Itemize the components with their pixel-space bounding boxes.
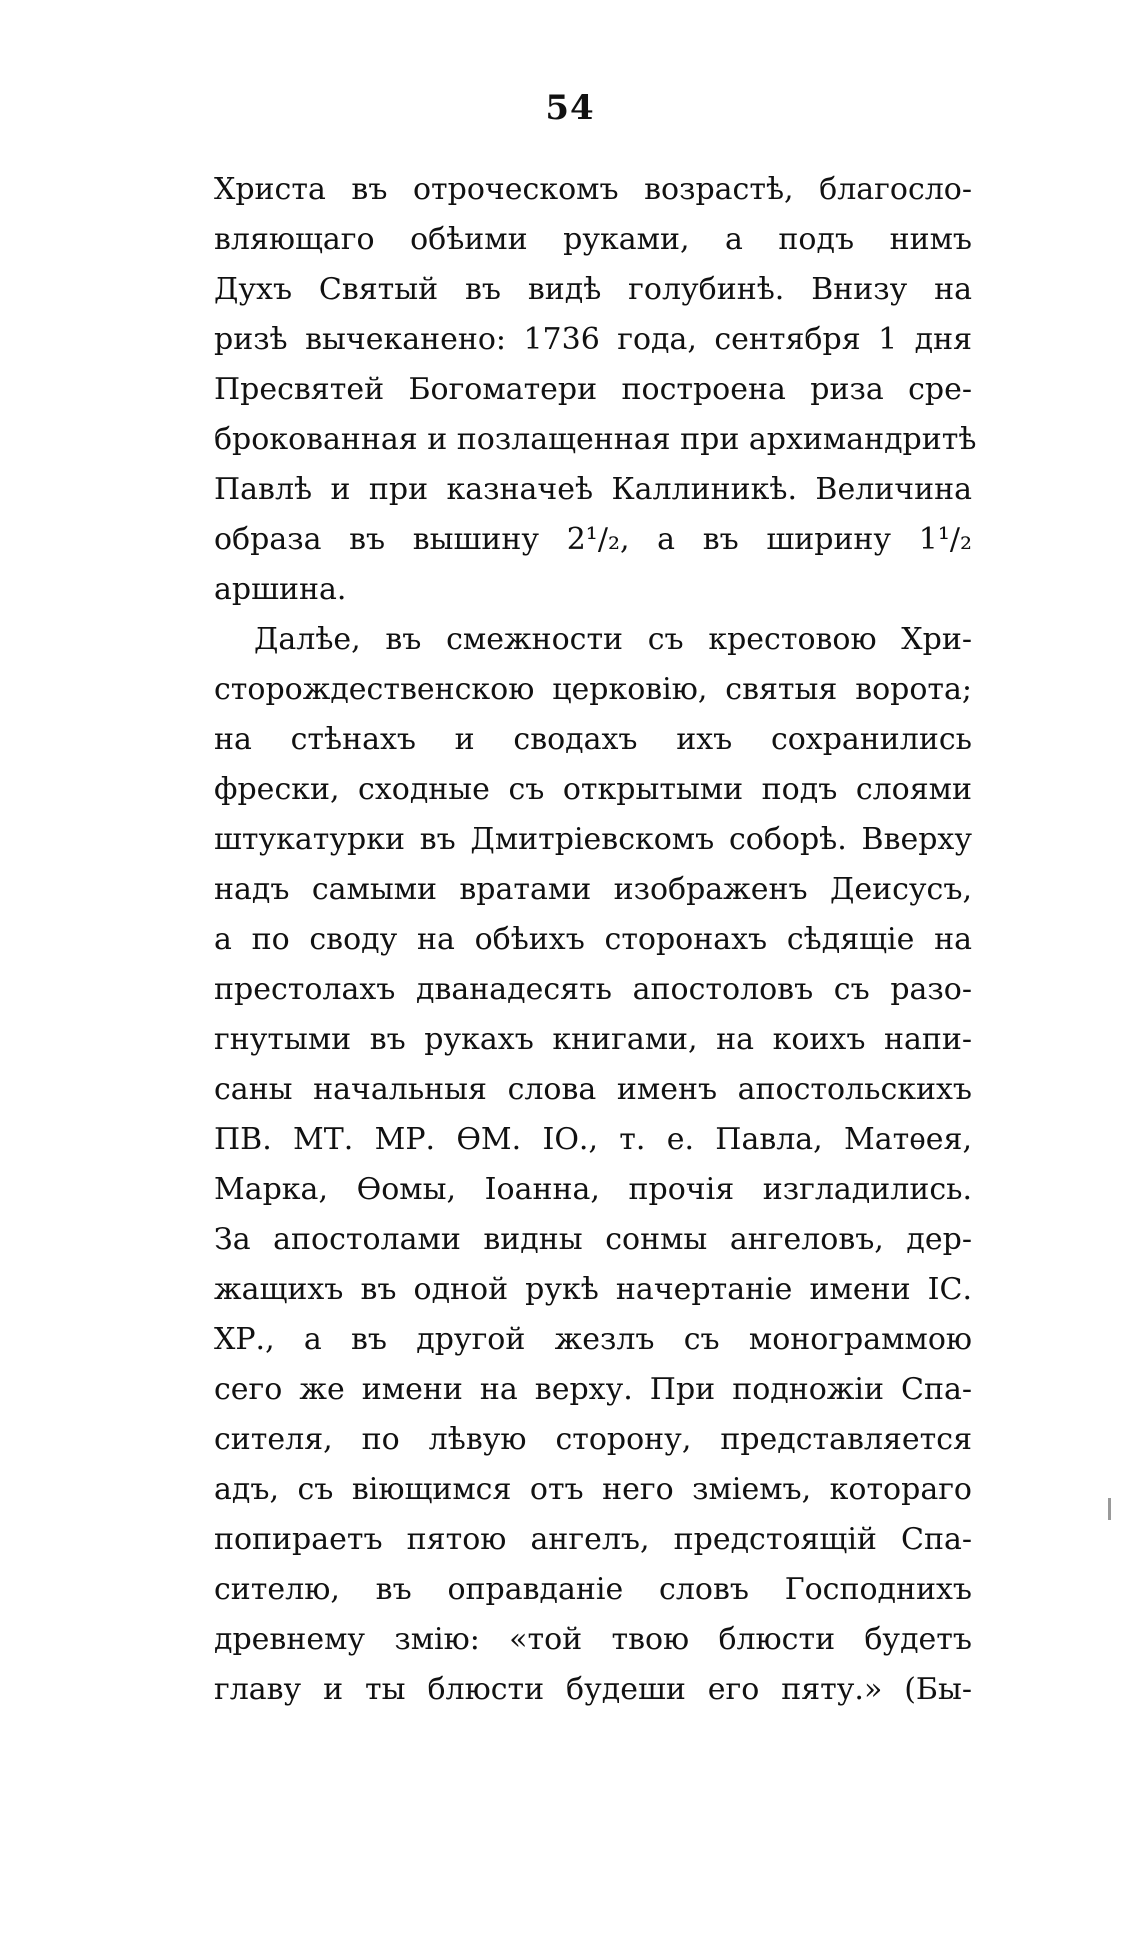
text-line: аршина. — [214, 572, 347, 607]
margin-mark — [1108, 1498, 1111, 1520]
text-line: Христа въ отроческомъ возрастѣ, благосло- — [214, 172, 972, 207]
text-line: вляющаго обѣими руками, а подъ нимъ — [214, 222, 972, 257]
text-line: сителя, по лѣвую сторону, представляется — [214, 1422, 972, 1457]
text-line: образа въ вышину 2¹/₂, а въ ширину 1¹/₂ — [214, 522, 972, 557]
text-line: сторождественскою церковію, святыя ворота; — [214, 672, 972, 707]
text-line: попираетъ пятою ангелъ, предстоящій Спа- — [214, 1522, 972, 1557]
text-line: древнему змію: «той твою блюсти будетъ — [214, 1622, 972, 1657]
text-line: главу и ты блюсти будеши его пяту.» (Бы- — [214, 1672, 972, 1707]
text-line: престолахъ дванадесять апостоловъ съ разо- — [214, 972, 972, 1007]
text-line: саны начальныя слова именъ апостольскихъ — [214, 1072, 972, 1107]
text-line: а по своду на обѣихъ сторонахъ сѣдящіе на — [214, 922, 972, 957]
text-line: надъ самыми вратами изображенъ Деисусъ, — [214, 872, 972, 907]
text-line: ХР., а въ другой жезлъ съ монограммою — [214, 1322, 972, 1357]
text-line: штукатурки въ Дмитріевскомъ соборѣ. Вверху — [214, 822, 972, 857]
text-line: Духъ Святый въ видѣ голубинѣ. Внизу на — [214, 272, 972, 307]
body-text — [214, 165, 977, 1715]
text-line: жащихъ въ одной рукѣ начертаніе имени IС. — [214, 1272, 972, 1307]
text-line: Марка, Ѳомы, Іоанна, прочія изгладились. — [214, 1172, 972, 1207]
text-line: Павлѣ и при казначеѣ Каллиникѣ. Величина — [214, 472, 972, 507]
text-line: адъ, съ віющимся отъ него зміемъ, котораго — [214, 1472, 972, 1507]
text-line: Пресвятей Богоматери построена риза сре- — [214, 372, 972, 407]
text-line: ризѣ вычеканено: 1736 года, сентября 1 дня — [214, 322, 972, 357]
text-line: За апостолами видны сонмы ангеловъ, дер- — [214, 1222, 972, 1257]
text-line: сего же имени на верху. При подножіи Спа- — [214, 1372, 972, 1407]
text-line: ПВ. МТ. МР. ѲМ. IО., т. е. Павла, Матѳея, — [214, 1122, 972, 1157]
page-number: 54 — [545, 88, 595, 128]
paragraph-first-line: Далѣе, въ смежности съ крестовою Хри- — [254, 622, 972, 657]
text-line: фрески, сходные съ открытыми подъ слоями — [214, 772, 972, 807]
text-line: гнутыми въ рукахъ книгами, на коихъ напи- — [214, 1022, 972, 1057]
text-line: на стѣнахъ и сводахъ ихъ сохранились — [214, 722, 972, 757]
text-line: сителю, въ оправданіе словъ Господнихъ — [214, 1572, 972, 1607]
text-line: брокованная и позлащенная при архимандритѣ — [214, 422, 977, 457]
